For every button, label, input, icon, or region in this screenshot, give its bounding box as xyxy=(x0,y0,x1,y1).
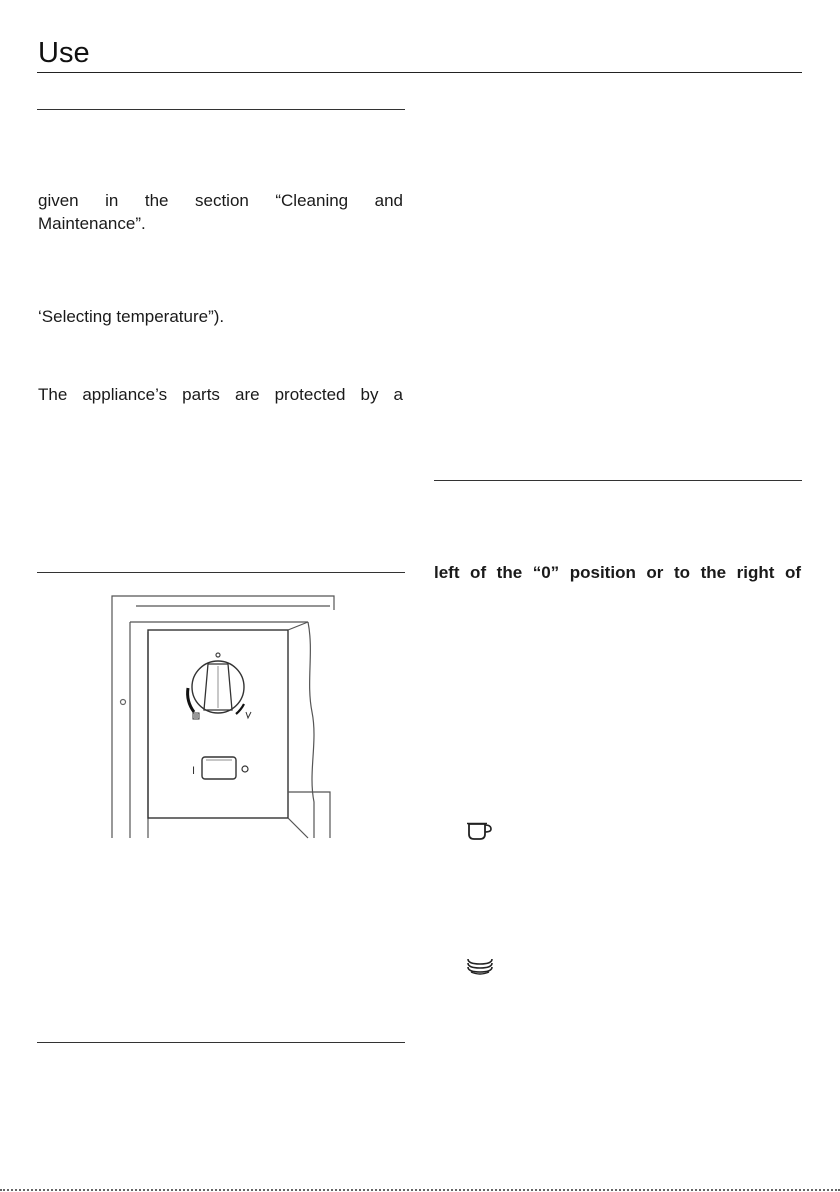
section-rule-3 xyxy=(37,1042,405,1043)
switch-on-symbol: I xyxy=(192,765,196,777)
text-line-selecting-temperature: ‘Selecting temperature”). xyxy=(38,307,225,326)
section-rule-right xyxy=(434,480,802,481)
text-line-maintenance: Maintenance”. xyxy=(38,214,146,233)
header-rule xyxy=(37,72,802,73)
text-line-position: left of the “0” position or to the right of xyxy=(434,563,801,582)
page-bottom-edge xyxy=(0,1189,840,1191)
control-panel-drawing xyxy=(108,592,342,838)
text-line-appliance-parts: The appliance’s parts are protected by a xyxy=(38,385,403,404)
section-rule-1 xyxy=(37,109,405,110)
cup-icon xyxy=(466,820,494,842)
control-panel-figure xyxy=(108,592,342,838)
section-rule-2 xyxy=(37,572,405,573)
page-title: Use xyxy=(38,37,90,69)
stacked-plates-icon xyxy=(467,955,495,977)
text-line-cleaning: given in the section “Cleaning and xyxy=(38,191,403,210)
